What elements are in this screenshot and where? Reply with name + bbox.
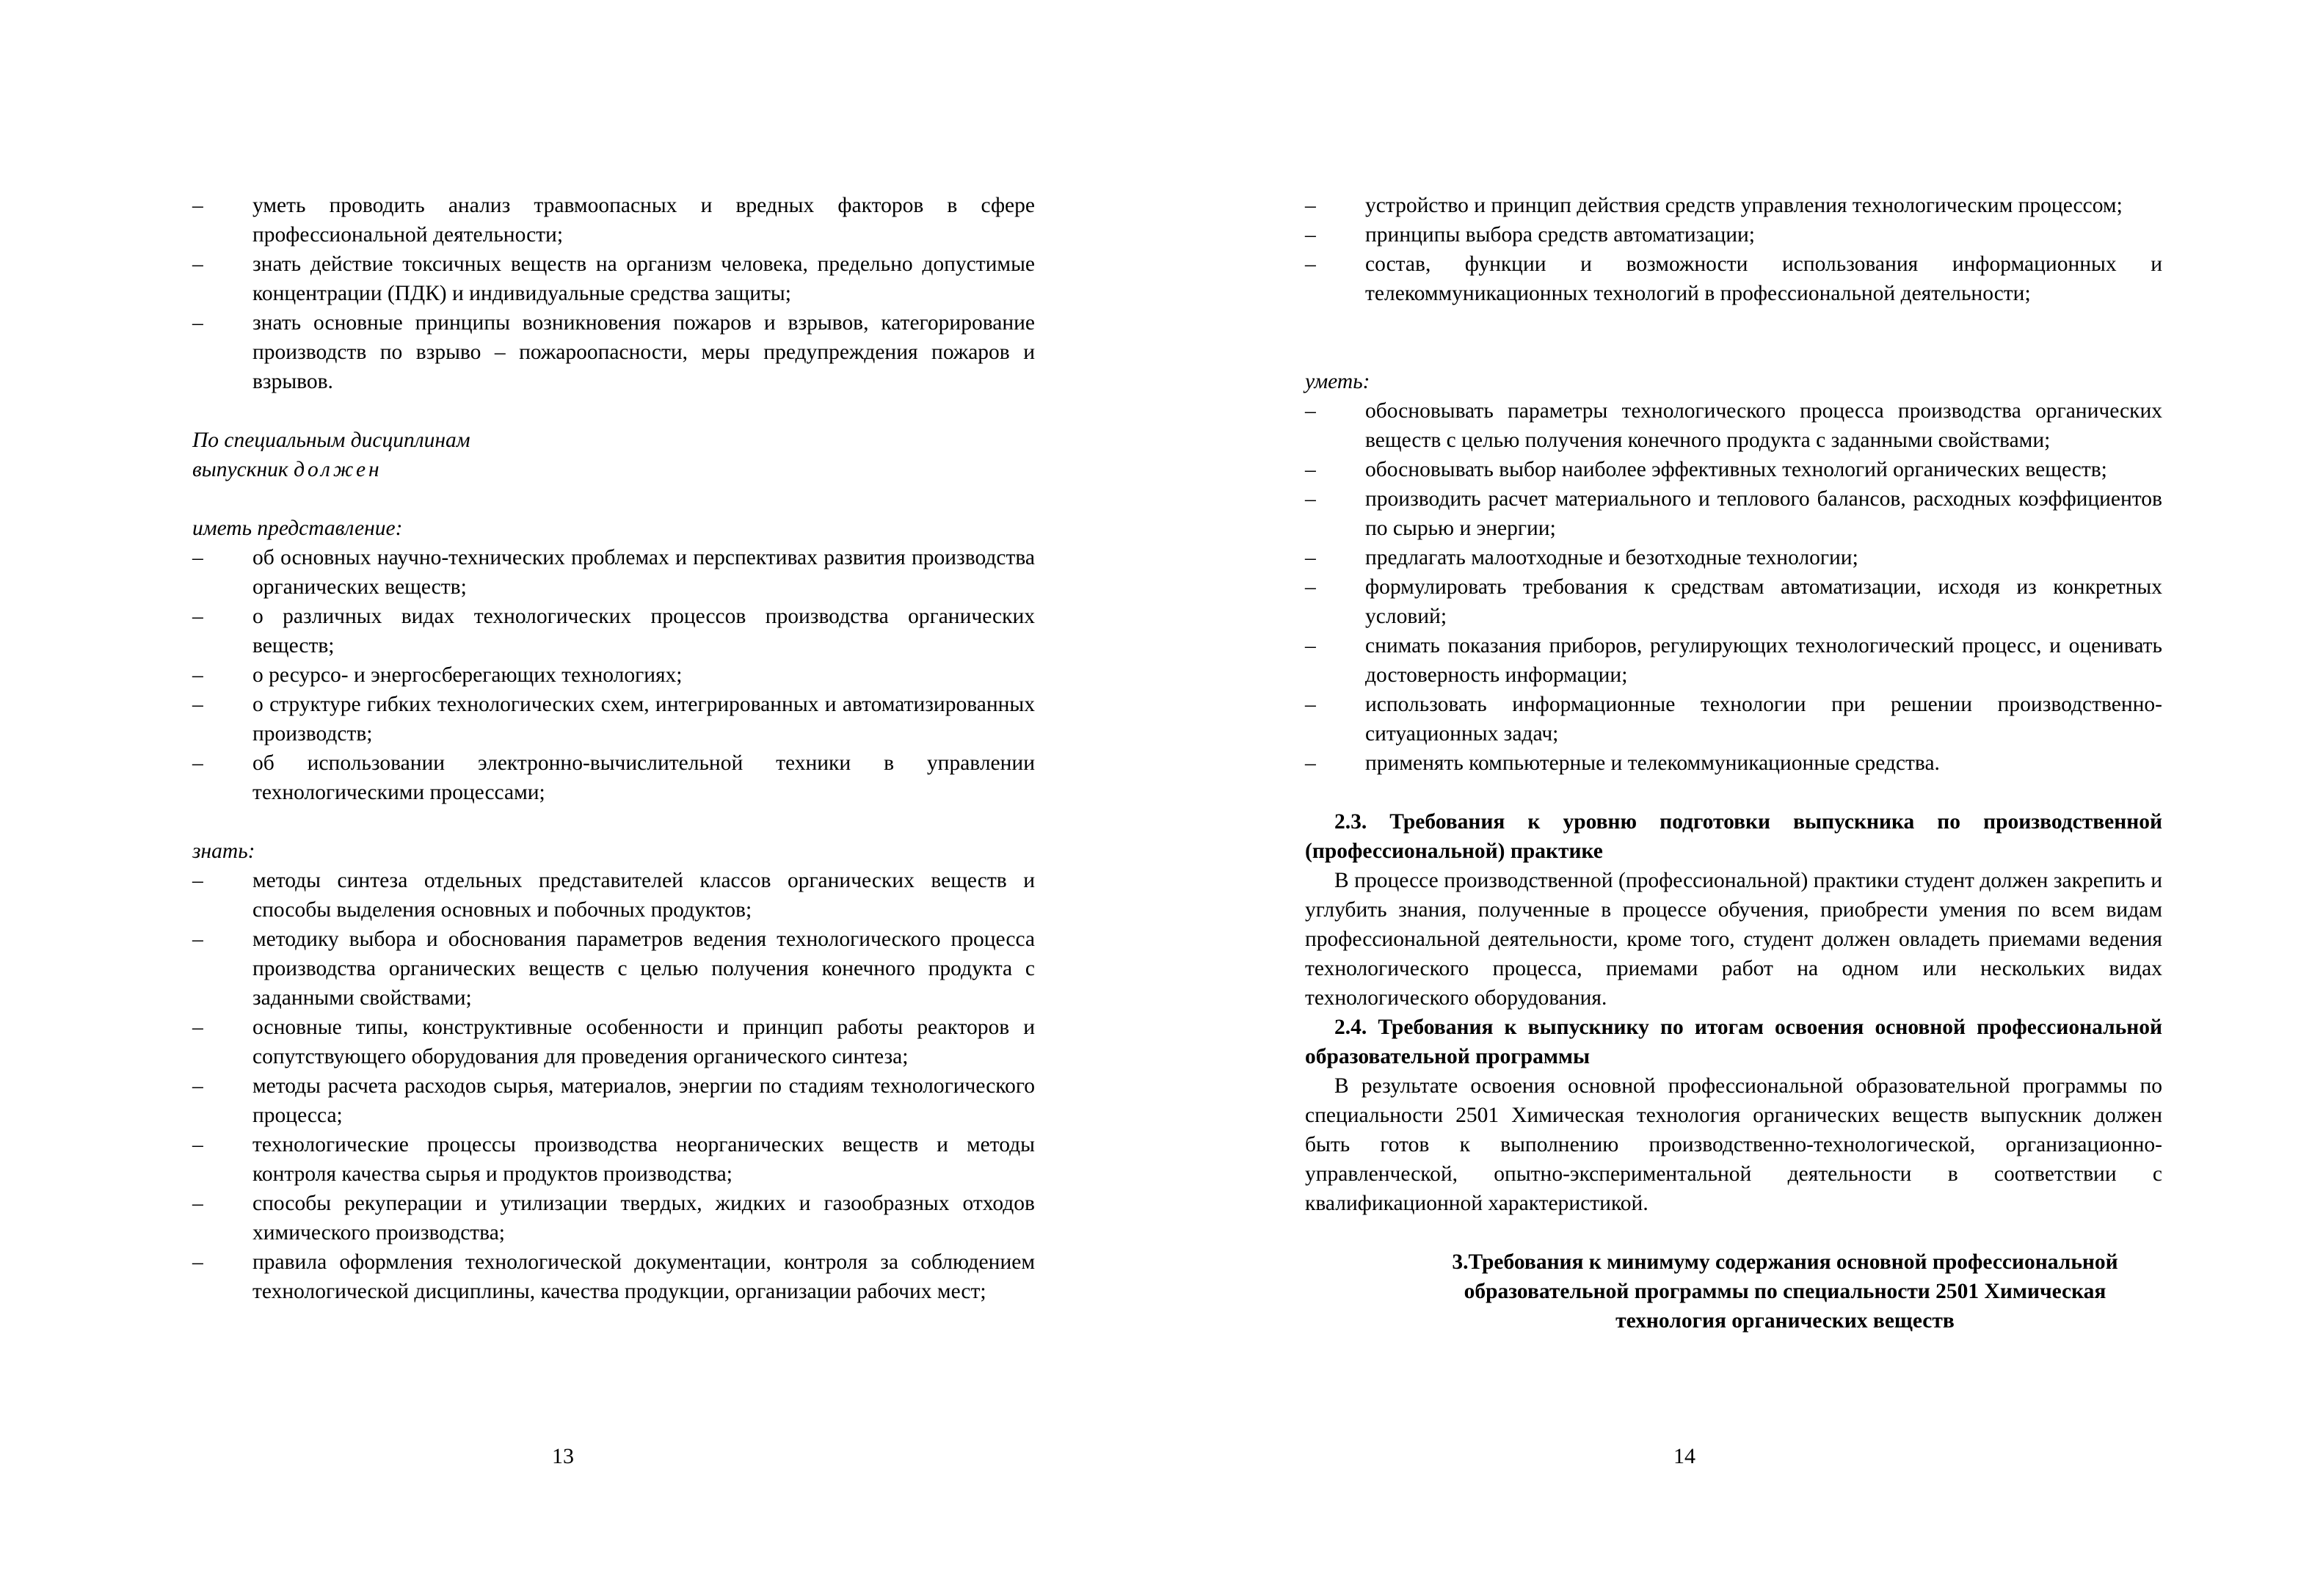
know-label: знать: <box>192 839 255 863</box>
top-list <box>1305 191 2162 308</box>
special-heading-line1: По специальным дисциплинам <box>192 429 470 452</box>
list-item: – обосновывать выбор наиболее эффективных технологий органических веществ; <box>1305 455 2162 484</box>
list-item: – о различных видах технологических процессов производства органических веществ; <box>192 602 1035 660</box>
dash-bullet: – <box>192 546 203 569</box>
section-2-3-title: 2.3. Требования к уровню подготовки выпускника по производственной (профессиональной) практике <box>1305 810 2162 863</box>
list-item: – методику выбора и обоснования параметров ведения технологического процесса производства органических веществ с целью получения конечного продукта с заданными свойствами; <box>192 925 1035 1013</box>
special-disciplines-heading <box>192 426 1035 484</box>
section-3-title: 3.Требования к минимуму содержания основной профессиональной образовательной программы по специальности 2501 Химическая технология органических веществ <box>1452 1250 2118 1333</box>
page-number-left: 13 <box>552 1444 574 1468</box>
dash-bullet: – <box>192 194 203 217</box>
represent-list <box>192 543 1035 807</box>
dash-bullet: – <box>192 1074 203 1098</box>
list-item: – снимать показания приборов, регулирующих технологический процесс, и оценивать достоверность информации; <box>1305 631 2162 690</box>
dash-bullet: – <box>1305 487 1316 511</box>
list-item: – формулировать требования к средствам автоматизации, исходя из конкретных условий; <box>1305 572 2162 631</box>
dash-bullet: – <box>1305 693 1316 716</box>
list-item: – основные типы, конструктивные особенности и принцип работы реакторов и сопутствующего оборудования для проведения органического синтеза; <box>192 1013 1035 1071</box>
know-list <box>192 866 1035 1306</box>
dash-bullet: – <box>1305 399 1316 423</box>
list-item: – принципы выбора средств автоматизации; <box>1305 220 2162 249</box>
dash-bullet: – <box>192 605 203 628</box>
dash-bullet: – <box>1305 458 1316 481</box>
list-item: – состав, функции и возможности использования информационных и телекоммуникационных технологий в профессиональной деятельности; <box>1305 249 2162 308</box>
dash-bullet: – <box>1305 634 1316 657</box>
list-item: – использовать информационные технологии при решении производственно-ситуационных задач; <box>1305 690 2162 748</box>
list-item: – о ресурсо- и энергосберегающих технологиях; <box>192 660 1035 690</box>
list-item: – технологические процессы производства неорганических веществ и методы контроля качества сырья и продуктов производства; <box>192 1130 1035 1189</box>
able-label: уметь: <box>1305 370 1370 393</box>
dash-bullet: – <box>192 311 203 335</box>
list-item: – обосновывать параметры технологического процесса производства органических веществ с целью получения конечного продукта с заданными свойствами; <box>1305 396 2162 455</box>
dash-bullet: – <box>192 1250 203 1274</box>
page-number-right: 14 <box>1673 1444 1695 1468</box>
intro-list <box>192 191 1035 396</box>
dash-bullet: – <box>192 869 203 892</box>
special-heading-line2: выпускник должен <box>192 458 382 481</box>
list-item: – производить расчет материального и теплового балансов, расходных коэффициентов по сырью и энергии; <box>1305 484 2162 543</box>
dash-bullet: – <box>1305 575 1316 599</box>
dash-bullet: – <box>1305 546 1316 569</box>
dash-bullet: – <box>192 663 203 687</box>
section-2-3-text: В процессе производственной (профессиональной) практики студент должен закрепить и углубить знания, полученные в процессе обучения, приобрести умения по всем видам профессиональной деятельности, кроме того, студент должен овладеть приемами ведения технологического процесса, приемами работ на одном или нескольких видах технологического оборудования. <box>1305 869 2162 1010</box>
list-item: – способы рекуперации и утилизации твердых, жидких и газообразных отходов химического производства; <box>192 1189 1035 1247</box>
dash-bullet: – <box>1305 194 1316 217</box>
dash-bullet: – <box>1305 751 1316 775</box>
list-item: – методы расчета расходов сырья, материалов, энергии по стадиям технологического процесса; <box>192 1071 1035 1130</box>
list-item: – применять компьютерные и телекоммуникационные средства. <box>1305 748 2162 778</box>
list-item: – предлагать малоотходные и безотходные технологии; <box>1305 543 2162 572</box>
represent-label: иметь представление: <box>192 517 403 540</box>
dash-bullet: – <box>192 252 203 276</box>
list-item: – устройство и принцип действия средств управления технологическим процессом; <box>1305 191 2162 220</box>
section-2-4-text: В результате освоения основной профессиональной образовательной программы по специальности 2501 Химическая технология органических веществ выпускник должен быть готов к выполнению производственно-технологической, организационно-управленческой, опытно-экспериментальной деятельности в соответствии с квалификационной характеристикой. <box>1305 1074 2162 1215</box>
list-item: – правила оформления технологической документации, контроля за соблюдением технологической дисциплины, качества продукции, организации рабочих мест; <box>192 1247 1035 1306</box>
list-item: – знать основные принципы возникновения пожаров и взрывов, категорирование производств по взрыво – пожароопасности, меры предупреждения пожаров и взрывов. <box>192 308 1035 396</box>
list-item: – о структуре гибких технологических схем, интегрированных и автоматизированных производств; <box>192 690 1035 748</box>
dash-bullet: – <box>192 928 203 951</box>
dash-bullet: – <box>192 1133 203 1156</box>
dash-bullet: – <box>192 1016 203 1039</box>
list-item: – уметь проводить анализ травмоопасных и вредных факторов в сфере профессиональной деятельности; <box>192 191 1035 249</box>
list-item: – об использовании электронно-вычислительной техники в управлении технологическими процессами; <box>192 748 1035 807</box>
right-page <box>1305 191 2162 1336</box>
able-list <box>1305 396 2162 778</box>
left-page <box>192 191 1035 1306</box>
list-item: – об основных научно-технических проблемах и перспективах развития производства органических веществ; <box>192 543 1035 602</box>
dash-bullet: – <box>192 1192 203 1215</box>
dash-bullet: – <box>1305 252 1316 276</box>
section-2-4-title: 2.4. Требования к выпускнику по итогам освоения основной профессиональной образовательной программы <box>1305 1016 2162 1068</box>
dash-bullet: – <box>192 693 203 716</box>
dash-bullet: – <box>192 751 203 775</box>
dash-bullet: – <box>1305 223 1316 247</box>
list-item: – знать действие токсичных веществ на организм человека, предельно допустимые концентрации (ПДК) и индивидуальные средства защиты; <box>192 249 1035 308</box>
list-item: – методы синтеза отдельных представителей классов органических веществ и способы выделения основных и побочных продуктов; <box>192 866 1035 925</box>
